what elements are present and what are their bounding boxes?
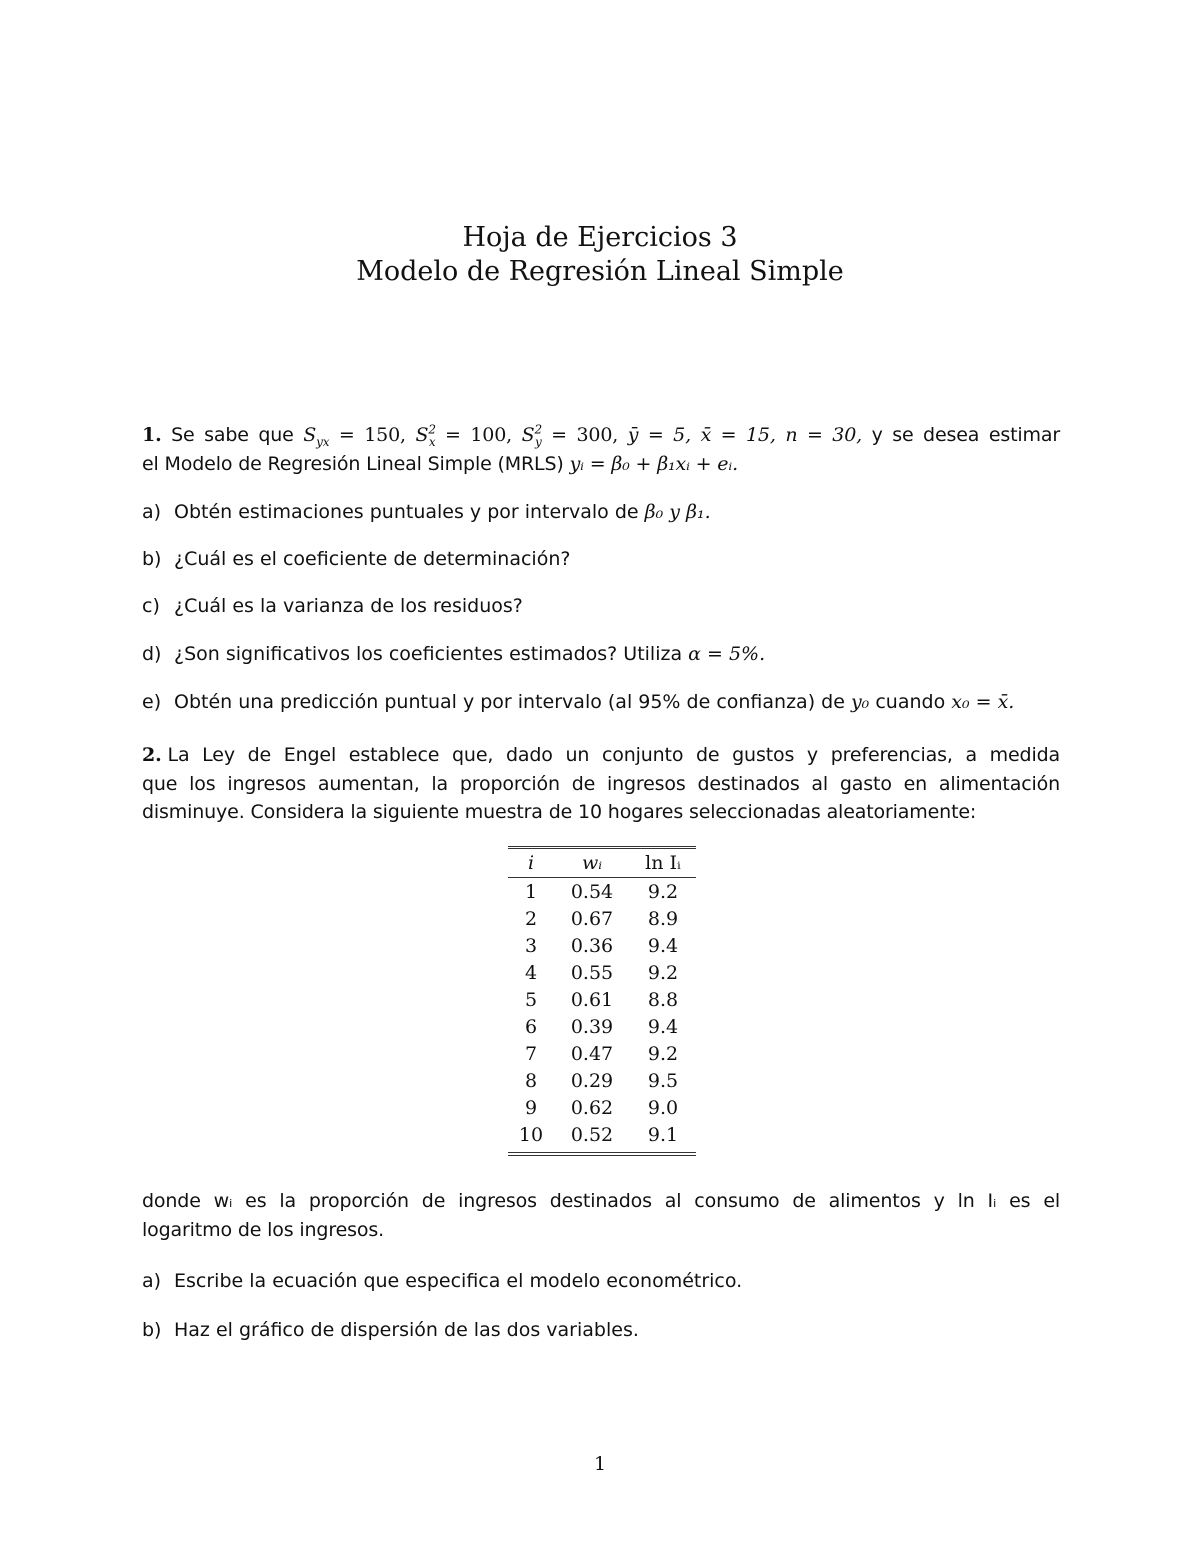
table-row: 2 0.67 8.9 [524, 907, 679, 930]
table-row: 5 0.61 8.8 [524, 988, 679, 1011]
exercise-2-paragraph-line-2: que los ingresos aumentan, la proporción de ingresos destinados al gasto en alimentación [142, 773, 1060, 795]
table-row: 6 0.39 9.4 [524, 1015, 679, 1038]
model-equation: yᵢ = β₀ + β₁xᵢ + eᵢ. [569, 453, 738, 475]
header-w: wᵢ [581, 852, 603, 874]
exercise-2-item-b: b) Haz el gráfico de dispersión de las dos variables. [142, 1319, 639, 1341]
table-header-row [508, 848, 696, 878]
exercise-1-intro-end: y se desea estimar [871, 424, 1061, 446]
exercise-1-item-b: b) ¿Cuál es el coeficiente de determinación? [142, 548, 571, 570]
exercise-1-item-d: d) ¿Son significativos los coeficientes estimados? Utiliza α = 5%. [142, 643, 766, 665]
exercise-2-item-a: a) Escribe la ecuación que especifica el modelo econométrico. [142, 1270, 743, 1292]
header-ln-income: ln Iᵢ [645, 852, 681, 874]
exercise-1-intro: Se sabe que [171, 424, 294, 446]
exercise-1-item-a: a) Obtén estimaciones puntuales y por intervalo de β₀ y β₁. [142, 501, 711, 523]
table-row: 4 0.55 9.2 [524, 961, 679, 984]
table-row: 10 0.52 9.1 [508, 1121, 696, 1154]
page-number: 1 [593, 1453, 607, 1475]
exercise-1-number: 1. [142, 424, 162, 446]
exercise-1-statement-line-2: el Modelo de Regresión Lineal Simple (MRLS) yᵢ = β₀ + β₁xᵢ + eᵢ. [142, 453, 738, 475]
table-row: 1 0.54 9.2 [524, 880, 679, 903]
table-row: 9 0.62 9.0 [524, 1096, 679, 1119]
sheet-title: Hoja de Ejercicios 3 [462, 222, 738, 253]
exercise-2-paragraph-line-1: 2. La Ley de Engel establece que, dado un conjunto de gustos y preferencias, a medida [142, 744, 1060, 766]
exercise-2-paragraph-line-3: disminuye. Considera la siguiente muestra de 10 hogares seleccionadas aleatoriamente: [142, 801, 977, 823]
exercise-1-statement-line-1 [142, 421, 1060, 449]
given-values: $S_{yx} = 150$, $S^2_x = 100$, $S^2_y = 300$, ȳ = 5, x̄ = 15, n = 30, [303, 422, 863, 449]
exercise-1-item-e: e) Obtén una predicción puntual y por intervalo (al 95% de confianza) de y₀ cuando x₀ = x̄. [142, 691, 1015, 713]
table-row: 7 0.47 9.2 [524, 1042, 679, 1065]
exercise-2-after-line-2: logaritmo de los ingresos. [142, 1219, 384, 1241]
households-table [508, 846, 696, 1156]
header-i: i [527, 852, 535, 874]
table-row: 8 0.29 9.5 [524, 1069, 679, 1092]
sheet-subtitle: Modelo de Regresión Lineal Simple [356, 256, 844, 287]
exercise-2-number: 2. [142, 744, 162, 766]
exercise-2-after-line-1: donde wᵢ es la proporción de ingresos destinados al consumo de alimentos y ln Iᵢ es el [142, 1190, 1060, 1212]
table-row: 3 0.36 9.4 [524, 934, 679, 957]
exercise-1-item-c: c) ¿Cuál es la varianza de los residuos? [142, 595, 523, 617]
